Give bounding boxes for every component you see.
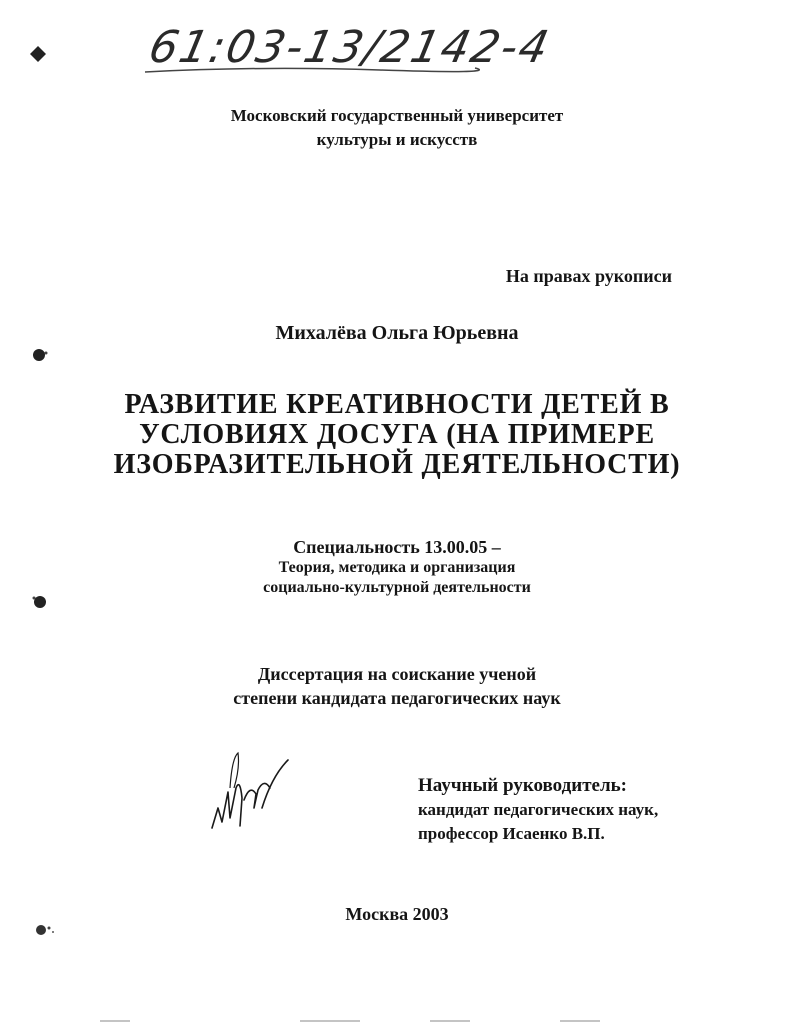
scan-mark-2: [30, 345, 50, 365]
degree-line-2: степени кандидата педагогических наук: [233, 688, 561, 708]
handwritten-underline: [140, 60, 480, 80]
scientific-supervisor: [418, 774, 658, 846]
city-year: Москва 2003: [345, 904, 449, 924]
scan-bottom-edge: [0, 1018, 794, 1024]
manuscript-note: На правах рукописи: [505, 266, 672, 286]
title-line-3: ИЗОБРАЗИТЕЛЬНОЙ ДЕЯТЕЛЬНОСТИ): [113, 449, 681, 480]
author-name: Михалёва Ольга Юрьевна: [275, 322, 519, 344]
title-line-2: УСЛОВИЯХ ДОСУГА (НА ПРИМЕРЕ: [139, 419, 655, 450]
specialty-block: [0, 536, 794, 598]
supervisor-heading: Научный руководитель:: [418, 775, 627, 796]
supervisor-degree: кандидат педагогических наук,: [418, 800, 659, 819]
specialty-code: Специальность 13.00.05 –: [293, 537, 501, 557]
dissertation-degree: [0, 662, 794, 710]
signature-icon: [200, 748, 300, 840]
specialty-line-2: Теория, методика и организация: [278, 559, 516, 576]
university-line-1: Московский государственный университет: [230, 106, 564, 125]
title-line-1: РАЗВИТИЕ КРЕАТИВНОСТИ ДЕТЕЙ В: [124, 389, 670, 420]
university-name: [0, 104, 794, 152]
supervisor-name: профессор Исаенко В.П.: [418, 824, 605, 843]
degree-line-1: Диссертация на соискание ученой: [257, 664, 537, 684]
specialty-line-3: социально-культурной деятельности: [263, 579, 531, 596]
handwritten-archive-code: 61:03-13/2142-4: [144, 22, 555, 73]
university-line-2: культуры и искусств: [316, 130, 478, 149]
dissertation-title: [60, 390, 734, 480]
scan-mark-1: [28, 44, 48, 64]
